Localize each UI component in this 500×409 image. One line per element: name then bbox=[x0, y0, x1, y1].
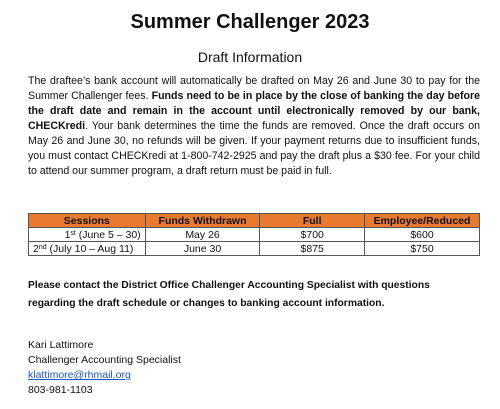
email-link[interactable]: klattimore@rhmail.org bbox=[28, 369, 131, 381]
intro-bold-text: Funds need to be in place by the close of banking the day before the draft date and remain in the account until electronically removed by our bank, CHECKredi bbox=[28, 90, 480, 132]
reduced-cell: $750 bbox=[365, 242, 480, 256]
intro-text-1: The draftee’s bank account will automatically be drafted on May 26 and June 30 to pay for the Summer Challenger fees. bbox=[28, 75, 480, 102]
header-full: Full bbox=[260, 214, 365, 228]
withdrawn-cell: June 30 bbox=[145, 242, 260, 256]
header-funds-withdrawn: Funds Withdrawn bbox=[145, 214, 260, 228]
signature-phone: 803-981-1103 bbox=[28, 384, 93, 396]
table-row bbox=[29, 242, 480, 256]
reduced-cell: $600 bbox=[365, 228, 480, 242]
session-ordinal: st bbox=[70, 229, 76, 237]
signature-role: Challenger Accounting Specialist bbox=[28, 354, 181, 366]
withdrawn-cell: May 26 bbox=[145, 228, 260, 242]
session-number: 2 bbox=[33, 242, 39, 255]
session-cell bbox=[29, 228, 146, 242]
session-cell bbox=[29, 242, 146, 256]
contact-note: Please contact the District Office Challenger Accounting Specialist with questions regarding the draft schedule or changes to banking account information. bbox=[28, 280, 430, 309]
page-subtitle: Draft Information bbox=[197, 49, 303, 65]
session-number: 1 bbox=[64, 228, 71, 241]
draft-info-paragraph bbox=[28, 74, 480, 179]
table-header-row bbox=[29, 214, 480, 228]
full-cell: $875 bbox=[260, 242, 365, 256]
full-cell: $700 bbox=[260, 228, 365, 242]
intro-text-2: . Your bank determines the time the funds are removed. Once the draft occurs on May 26 and June 30, no refunds will be given. If your payment returns due to insufficient funds, you must contact CHECKredi at 1-800-742-2925 and pay the draft plus a $30 fee. For your child to attend our summer program, a draft return must be paid in full. bbox=[28, 120, 480, 177]
page-title: Summer Challenger 2023 bbox=[130, 11, 370, 33]
sessions-table bbox=[28, 213, 480, 256]
header-sessions: Sessions bbox=[29, 214, 146, 228]
signature-block bbox=[28, 338, 328, 398]
table-row bbox=[29, 228, 480, 242]
session-range: (June 5 – 30) bbox=[75, 228, 141, 241]
session-range: (July 10 – Aug 11) bbox=[46, 242, 134, 255]
session-ordinal: nd bbox=[38, 243, 47, 251]
signature-name: Kari Lattimore bbox=[28, 339, 94, 351]
header-employee-reduced: Employee/Reduced bbox=[365, 214, 480, 228]
